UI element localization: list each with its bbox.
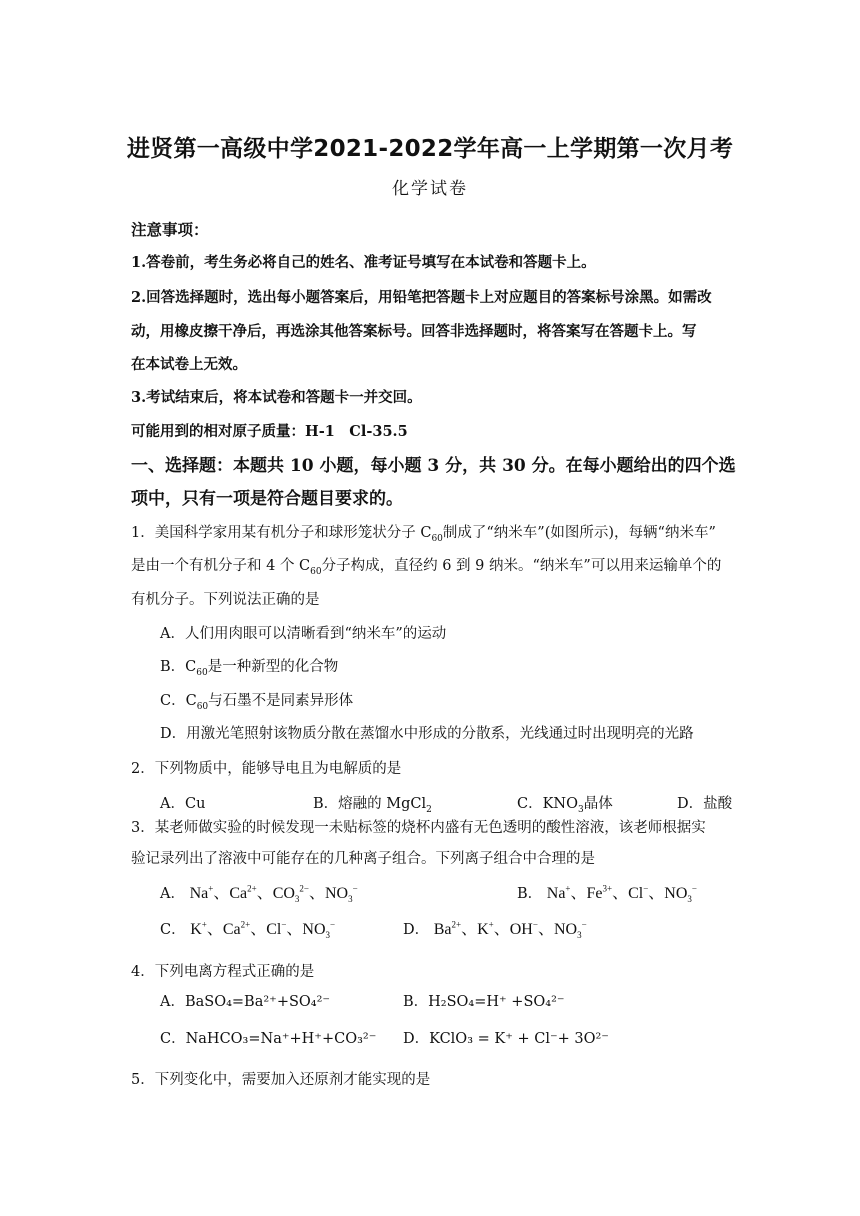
q3-option-a: A． Na+、$Ca^{2+}$、$CO_3^{2-}$、$NO_3^-$ <box>160 883 358 905</box>
q2-option-c: C．$KNO_3$晶体 <box>517 796 613 815</box>
q1-option-c: C．$C_{60}$与石墨不是同素异形体 <box>160 693 354 712</box>
q2-option-d: D．盐酸 <box>677 796 733 812</box>
notice-item-1: 1.答卷前，考生务必将自己的姓名、准考证号填写在本试卷和答题卡上。 <box>131 254 596 271</box>
q2-stem: 2．下列物质中，能够导电且为电解质的是 <box>131 761 402 777</box>
notice-item-2-line-2: 动，用橡皮擦干净后，再选涂其他答案标号。回答非选择题时，将答案写在答题卡上。写 <box>131 323 697 340</box>
exam-title: 进贤第一高级中学2021-2022学年高一上学期第一次月考 <box>126 136 734 162</box>
q5-stem: 5．下列变化中，需要加入还原剂才能实现的是 <box>131 1072 431 1088</box>
q4-option-c: C．NaHCO₃=Na⁺+H⁺+CO₃²⁻ <box>160 1031 377 1047</box>
atomic-masses: 可能用到的相对原子质量：H-1 Cl-35.5 <box>131 423 408 440</box>
exam-subtitle: 化学试卷 <box>392 179 468 199</box>
notice-heading: 注意事项： <box>131 220 209 239</box>
notice-item-3: 3.考试结束后，将本试卷和答题卡一并交回。 <box>131 389 422 406</box>
q3-option-c: C． K+、$Ca^{2+}$、Cl−、$NO_3^-$ <box>160 919 336 941</box>
q1-option-d: D．用激光笔照射该物质分散在蒸馏水中形成的分散系，光线通过时出现明亮的光路 <box>160 726 694 742</box>
q1-stem-line-1: 1．美国科学家用某有机分子和球形笼状分子 $C_{60}$制成了“纳米车”(如图所示)，每辆“纳米车” <box>131 525 716 544</box>
section-1-heading-line-1: 一、选择题：本题共 10 小题，每小题 3 分，共 30 分。在每小题给出的四个选 <box>131 456 736 476</box>
q1-stem-line-2: 是由一个有机分子和 4 个 $C_{60}$分子构成，直径约 6 到 9 纳米。“纳米车”可以用来运输单个的 <box>131 558 722 577</box>
q3-stem-line-1: 3．某老师做实验的时候发现一未贴标签的烧杯内盛有无色透明的酸性溶液，该老师根据实 <box>131 820 706 836</box>
notice-item-2-line-3: 在本试卷上无效。 <box>131 356 247 373</box>
q3-option-b: B． Na+、$Fe^{3+}$、Cl−、$NO_3^-$ <box>517 883 697 905</box>
q4-stem: 4．下列电离方程式正确的是 <box>131 964 315 980</box>
q1-option-b: B．$C_{60}$是一种新型的化合物 <box>160 659 339 678</box>
q2-option-b: B．熔融的 MgCl$_2$ <box>313 796 432 815</box>
q2-option-a: A．Cu <box>160 796 206 812</box>
q3-option-d: D． $Ba^{2+}$、K+、OH−、$NO_3^-$ <box>403 919 587 941</box>
q4-option-a: A．BaSO₄=Ba²⁺+SO₄²⁻ <box>160 994 331 1010</box>
q4-option-d: D．KClO₃ = K⁺ + Cl⁻+ 3O²⁻ <box>403 1031 609 1047</box>
q4-option-b: B．H₂SO₄=H⁺ +SO₄²⁻ <box>403 994 565 1010</box>
q1-option-a: A．人们用肉眼可以清晰看到“纳米车”的运动 <box>160 626 447 642</box>
notice-item-2-line-1: 2.回答选择题时，选出每小题答案后，用铅笔把答题卡上对应题目的答案标号涂黑。如需改 <box>131 289 712 306</box>
q1-stem-line-3: 有机分子。下列说法正确的是 <box>131 592 320 608</box>
section-1-heading-line-2: 项中，只有一项是符合题目要求的。 <box>131 489 403 509</box>
q3-stem-line-2: 验记录列出了溶液中可能存在的几种离子组合。下列离子组合中合理的是 <box>131 851 595 867</box>
